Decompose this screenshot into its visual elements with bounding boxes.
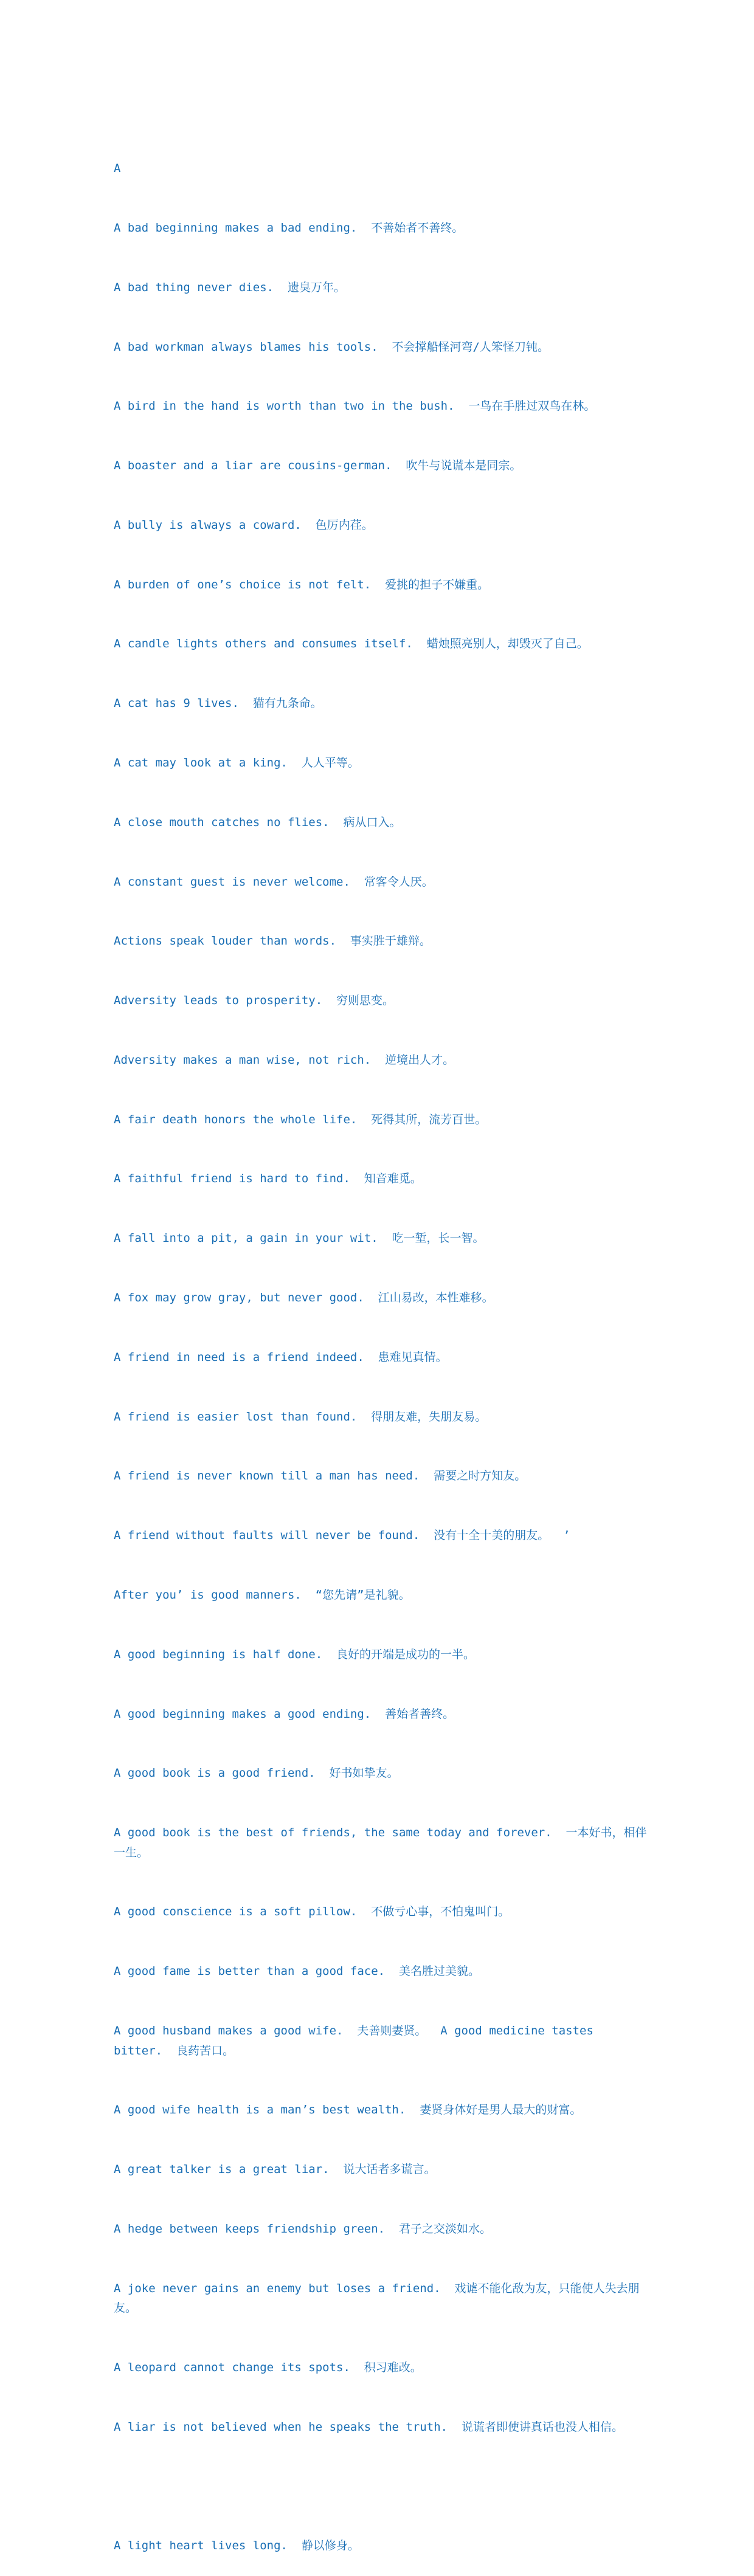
proverb-line: A good fame is better than a good face. 美名胜过美貌。: [114, 1965, 480, 1978]
proverb-line: A friend is never known till a man has need. 需要之时方知友。: [114, 1469, 527, 1483]
proverb-line: A friend without faults will never be found. 没有十全十美的朋友。 ’: [114, 1529, 570, 1543]
blank-line: [114, 2477, 649, 2497]
proverb-line: Actions speak louder than words. 事实胜于雄辩。: [114, 934, 431, 948]
proverb-line: A liar is not believed when he speaks the truth. 说谎者即使讲真话也没人相信。: [114, 2420, 623, 2434]
proverb-list: [114, 119, 649, 2576]
proverb-line: A fair death honors the whole life. 死得其所，流芳百世。: [114, 1112, 487, 1126]
proverb-line: A bad thing never dies. 遗臭万年。: [114, 280, 345, 294]
proverb-line: A good wife health is a man’s best wealth. 妻贤身体好是男人最大的财富。: [114, 2103, 582, 2117]
proverb-line: After you’ is good manners. “您先请”是礼貌。: [114, 1588, 410, 1602]
proverb-line: A good husband makes a good wife. 夫善则妻贤。 A good medicine tastes bitter. 良药苦口。: [114, 2024, 601, 2058]
proverb-line: A cat has 9 lives. 猫有九条命。: [114, 697, 322, 711]
proverb-line: A bad workman always blames his tools. 不会撑船怪河弯/人笨怪刀钝。: [114, 340, 549, 354]
proverb-line: A close mouth catches no flies. 病从口入。: [114, 815, 401, 829]
proverb-line: A friend is easier lost than found. 得朋友难，失朋友易。: [114, 1410, 487, 1424]
proverb-line: A bad beginning makes a bad ending. 不善始者不善终。: [114, 221, 464, 235]
proverb-line: A candle lights others and consumes itself. 蜡烛照亮别人，却毁灭了自己。: [114, 637, 589, 651]
proverb-line: A bully is always a coward. 色厉内荏。: [114, 518, 373, 532]
proverb-line: A great talker is a great liar. 说大话者多谎言。: [114, 2163, 436, 2177]
proverb-line: A fall into a pit, a gain in your wit. 吃一堑，长一智。: [114, 1231, 485, 1245]
proverb-line: A constant guest is never welcome. 常客令人厌。: [114, 875, 434, 889]
proverb-line: A good book is the best of friends, the same today and forever. 一本好书，相伴一生。: [114, 1826, 647, 1859]
proverb-line: A leopard cannot change its spots. 积习难改。: [114, 2361, 422, 2375]
section-letter: A: [114, 162, 121, 176]
proverb-line: A fox may grow gray, but never good. 江山易改，本性难移。: [114, 1291, 494, 1305]
proverb-line: A burden of one’s choice is not felt. 爱挑的担子不嫌重。: [114, 577, 489, 591]
proverb-line: A hedge between keeps friendship green. 君子之交淡如水。: [114, 2222, 491, 2236]
proverb-line: A boaster and a liar are cousins-german. 吹牛与说谎本是同宗。: [114, 459, 522, 473]
proverb-line: A good conscience is a soft pillow. 不做亏心事，不怕鬼叫门。: [114, 1905, 510, 1919]
proverb-line: A light heart lives long. 静以修身。: [114, 2539, 359, 2553]
proverb-line: A good beginning is half done. 良好的开端是成功的一半。: [114, 1647, 476, 1661]
proverb-line: A joke never gains an enemy but loses a friend. 戏谑不能化敌为友，只能使人失去朋友。: [114, 2281, 640, 2315]
proverb-line: A good beginning makes a good ending. 善始者善终。: [114, 1707, 455, 1721]
proverb-line: A friend in need is a friend indeed. 患难见真情。: [114, 1350, 448, 1364]
proverb-line: A faithful friend is hard to find. 知音难觅。: [114, 1172, 422, 1186]
proverb-line: A bird in the hand is worth than two in the bush. 一鸟在手胜过双鸟在林。: [114, 399, 596, 413]
proverb-line: A good book is a good friend. 好书如挚友。: [114, 1766, 399, 1780]
proverb-line: Adversity makes a man wise, not rich. 逆境出人才。: [114, 1053, 455, 1067]
proverb-line: A cat may look at a king. 人人平等。: [114, 756, 359, 770]
proverb-line: Adversity leads to prosperity. 穷则思变。: [114, 994, 395, 1008]
